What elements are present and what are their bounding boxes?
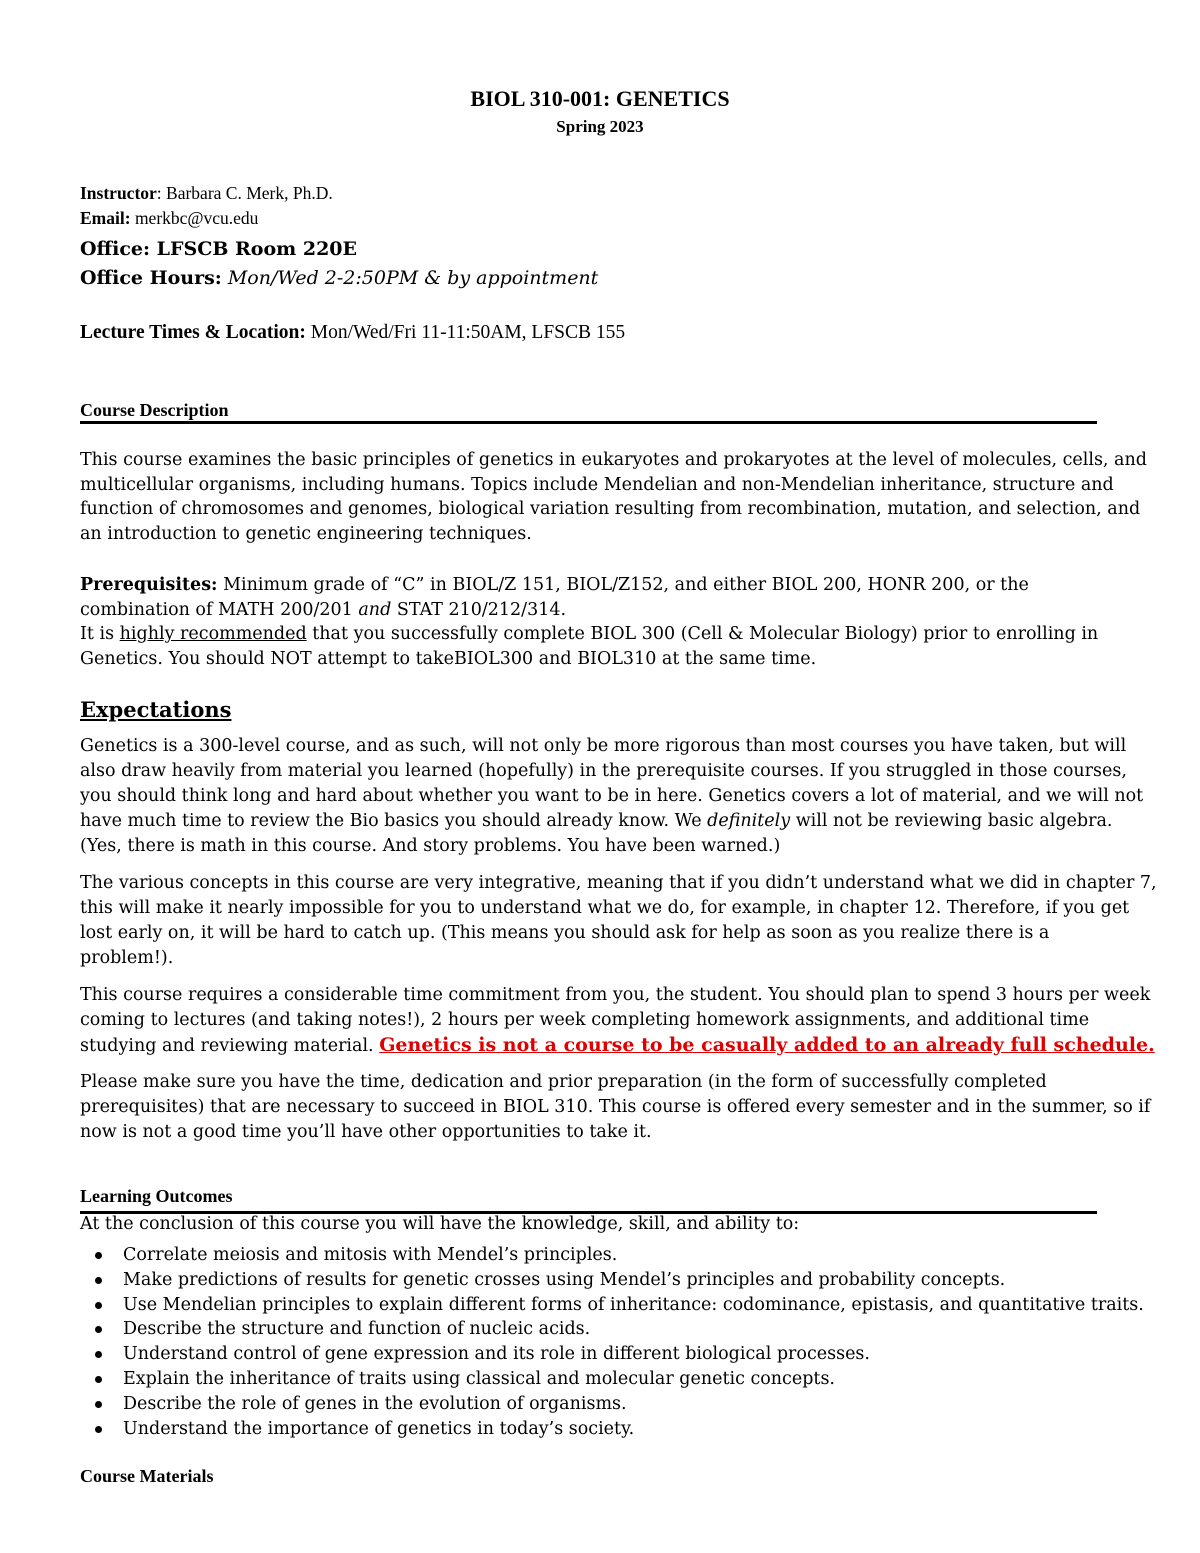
instructor-value: : Barbara C. Merk, Ph.D. <box>156 183 333 203</box>
lecture-value: Mon/Wed/Fri 11-11:50AM, LFSCB 155 <box>305 322 626 343</box>
text-segment: have much time to review the Bio basics you should already know. We <box>80 811 708 831</box>
list-item-text: Describe the role of genes in the evolution of organisms. <box>123 1393 627 1414</box>
email-value[interactable]: merkbc@vcu.edu <box>130 208 259 228</box>
lecture-label: Lecture Times & Location: <box>80 322 306 343</box>
instructor-line <box>80 183 333 204</box>
prerequisites-value: Minimum grade of “C” in BIOL/Z 151, BIOL/Z152, and either BIOL 200, HONR 200, or the <box>217 575 1029 595</box>
office-hours-line <box>80 267 598 289</box>
text-line <box>80 598 1114 623</box>
list-item <box>80 1367 1144 1392</box>
bullet-icon <box>95 1401 102 1408</box>
text-line: an introduction to genetic engineering techniques. <box>80 523 532 544</box>
text-line: Genetics. You should NOT attempt to takeBIOL300 and BIOL310 at the same time. <box>80 648 817 669</box>
learning-outcomes-heading: Learning Outcomes <box>80 1186 233 1206</box>
list-item-text: Describe the structure and function of nucleic acids. <box>123 1319 591 1340</box>
text-line: multicellular organisms, including humans. Topics include Mendelian and non-Mendelian inheritance, structure and <box>80 474 1114 495</box>
list-item <box>80 1268 1144 1293</box>
text-line: Genetics is a 300-level course, and as such, will not only be more rigorous than most courses you have taken, but will <box>80 736 1127 756</box>
text-line: now is not a good time you’ll have other opportunities to take it. <box>80 1122 652 1142</box>
text-line: Please make sure you have the time, dedication and prior preparation (in the form of successfully completed <box>80 1072 1047 1092</box>
warning-text: Genetics is not a course to be casually added to an already full schedule. <box>379 1034 1155 1056</box>
office-hours-value: Mon/Wed 2-2:50PM & by appointment <box>221 267 599 289</box>
course-title: BIOL 310-001: GENETICS <box>470 86 730 111</box>
course-term: Spring 2023 <box>556 117 644 136</box>
instructor-label: Instructor <box>80 183 157 203</box>
expectations-heading: Expectations <box>80 697 232 722</box>
text-line: coming to lectures (and taking notes!), 2 hours per week completing homework assignments, and additional time <box>80 1010 1090 1030</box>
list-item <box>80 1293 1144 1318</box>
text-line: The various concepts in this course are very integrative, meaning that if you didn’t understand what we did in chapter 7, <box>80 873 1157 893</box>
office-hours-label: Office Hours: <box>80 267 222 289</box>
text-line: problem!). <box>80 948 174 968</box>
text-line: this will make it nearly impossible for you to understand what we do, for example, in chapter 12. Therefore, if you get <box>80 898 1130 918</box>
text-line <box>80 1033 1155 1059</box>
course-description-heading: Course Description <box>80 400 229 420</box>
list-item <box>80 1417 1144 1442</box>
email-label: Email: <box>80 208 131 228</box>
expectations-paragraph-2 <box>80 871 1157 971</box>
text-segment: will not be reviewing basic algebra. <box>790 811 1113 831</box>
prerequisites-text <box>80 573 1114 671</box>
expectations-paragraph-4 <box>80 1070 1151 1145</box>
list-item-text: Correlate meiosis and mitosis with Mendel’s principles. <box>123 1245 618 1265</box>
learning-outcomes-intro: At the conclusion of this course you will have the knowledge, skill, and ability to: <box>80 1214 800 1234</box>
list-item <box>80 1342 1144 1367</box>
expectations-paragraph-3 <box>80 983 1155 1059</box>
lecture-line <box>80 322 625 344</box>
prerequisites-value: combination of MATH 200/201 <box>80 599 359 620</box>
list-item-text: Understand control of gene expression and its role in different biological processes. <box>123 1344 870 1365</box>
bullet-icon <box>95 1326 102 1333</box>
text-line: (Yes, there is math in this course. And story problems. You have been warned.) <box>80 836 781 856</box>
bullet-icon <box>95 1376 102 1383</box>
list-item <box>80 1392 1144 1417</box>
recommendation-text: It is <box>80 624 120 645</box>
course-description-text <box>80 448 1147 546</box>
learning-outcomes-list <box>80 1243 1144 1441</box>
bullet-icon <box>95 1351 102 1358</box>
text-line: This course requires a considerable time commitment from you, the student. You should plan to spend 3 hours per week <box>80 985 1151 1005</box>
course-materials-heading: Course Materials <box>80 1466 214 1486</box>
text-line: This course examines the basic principles of genetics in eukaryotes and prokaryotes at the level of molecules, cells, and <box>80 450 1147 470</box>
prerequisites-value: STAT 210/212/314. <box>391 599 567 620</box>
text-line: you should think long and hard about whether you want to be in here. Genetics covers a lot of material, and we will not <box>80 786 1144 806</box>
recommendation-emphasis: highly recommended <box>119 624 307 645</box>
text-line: also draw heavily from material you learned (hopefully) in the prerequisite courses. If you struggled in those courses, <box>80 761 1127 781</box>
list-item <box>80 1243 1144 1268</box>
list-item-text: Explain the inheritance of traits using classical and molecular genetic concepts. <box>123 1368 835 1389</box>
office-line: Office: LFSCB Room 220E <box>80 238 358 260</box>
list-item-text: Make predictions of results for genetic crosses using Mendel’s principles and probability concepts. <box>123 1269 1006 1290</box>
text-line: function of chromosomes and genomes, biological variation resulting from recombination, mutation, and selection, and <box>80 499 1141 520</box>
section-divider <box>80 421 1097 424</box>
emphasis: and <box>358 599 392 620</box>
text-line <box>80 573 1114 598</box>
text-segment: studying and reviewing material. <box>80 1036 380 1056</box>
recommendation-text: that you successfully complete BIOL 300 (Cell & Molecular Biology) prior to enrolling in <box>306 624 1099 645</box>
bullet-icon <box>95 1426 102 1433</box>
text-line <box>80 622 1114 647</box>
expectations-paragraph-1 <box>80 734 1144 859</box>
bullet-icon <box>95 1277 102 1284</box>
emphasis: definitely <box>707 811 791 831</box>
bullet-icon <box>95 1302 102 1309</box>
text-line <box>80 809 1114 834</box>
email-line <box>80 208 258 229</box>
text-line: prerequisites) that are necessary to succeed in BIOL 310. This course is offered every semester and in the summer, so if <box>80 1097 1151 1117</box>
list-item-text: Use Mendelian principles to explain different forms of inheritance: codominance, epistasis, and quantitative traits. <box>123 1294 1144 1315</box>
bullet-icon <box>95 1252 102 1259</box>
list-item <box>80 1317 1144 1342</box>
prerequisites-label: Prerequisites: <box>80 575 218 595</box>
text-line: lost early on, it will be hard to catch up. (This means you should ask for help as soon as you realize there is a <box>80 923 1050 943</box>
list-item-text: Understand the importance of genetics in today’s society. <box>123 1418 635 1439</box>
